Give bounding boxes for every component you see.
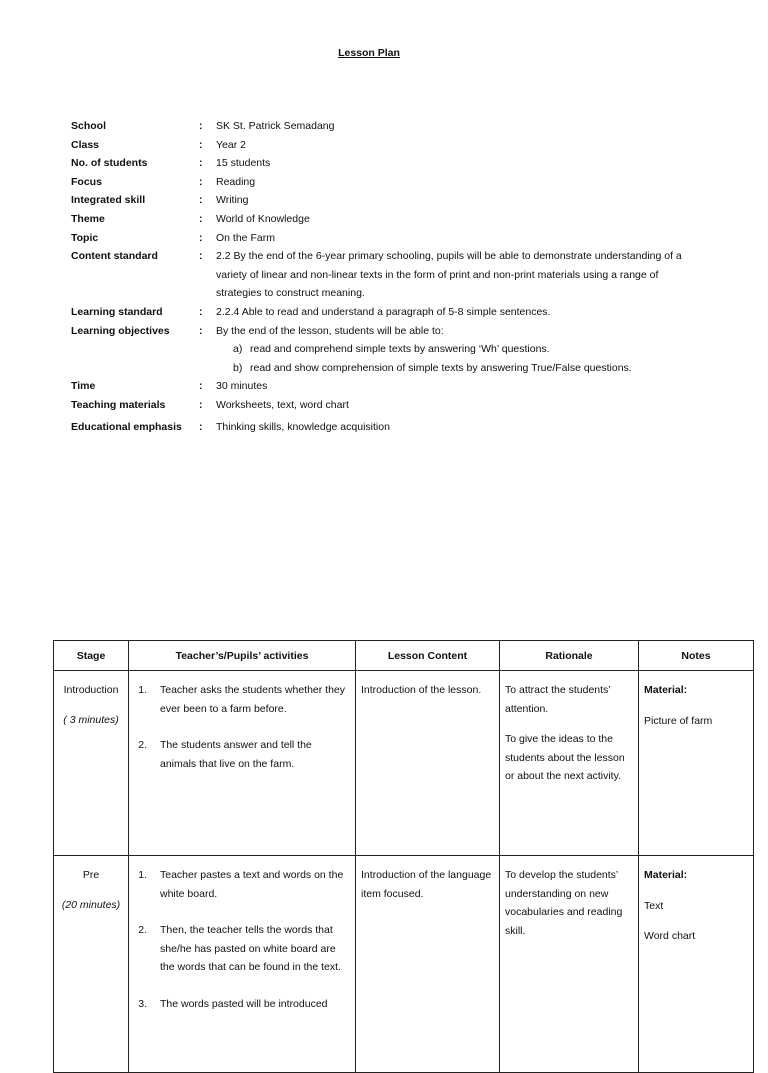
info-value: World of Knowledge <box>216 212 310 225</box>
info-label: Teaching materials <box>71 398 166 411</box>
info-colon: : <box>199 175 203 188</box>
info-colon: : <box>199 194 203 207</box>
info-label: Educational emphasis <box>71 420 182 433</box>
info-row-educational-emphasis <box>71 418 711 437</box>
info-value: On the Farm <box>216 231 275 244</box>
objective-letter: b) <box>233 361 243 374</box>
objective-text: read and show comprehension of simple texts by answering True/False questions. <box>250 361 632 374</box>
info-value: Year 2 <box>216 138 246 151</box>
info-value: Reading <box>216 175 256 188</box>
info-label: Focus <box>71 175 102 188</box>
objective-text: read and comprehend simple texts by answering ‘Wh’ questions. <box>250 343 550 356</box>
info-label: Topic <box>71 231 99 244</box>
activity-text: Teacher pastes a text and words on the white board. <box>160 869 344 900</box>
activity-item <box>134 681 350 718</box>
info-label: No. of students <box>71 157 148 170</box>
stage-duration: ( 3 minutes) <box>63 713 119 726</box>
info-row-content-standard <box>71 247 711 303</box>
info-value: Worksheets, text, word chart <box>216 398 349 411</box>
activity-text: Then, the teacher tells the words that she/he has pasted on white board are the words that can be found in the text. <box>160 924 341 973</box>
header-lesson-content: Lesson Content <box>356 641 500 671</box>
objectives-intro: By the end of the lesson, students will be able to: <box>216 324 444 337</box>
notes-item: Text <box>644 899 664 912</box>
info-colon: : <box>199 138 203 151</box>
header-stage: Stage <box>54 641 129 671</box>
info-row-school <box>71 117 711 136</box>
rationale-text: To develop the students’ understanding on new vocabularies and reading skill. <box>505 869 623 937</box>
activity-list <box>134 681 350 773</box>
info-value: Thinking skills, knowledge acquisition <box>216 420 390 433</box>
activities-cell <box>129 671 356 856</box>
objective-item <box>216 359 696 378</box>
info-row-topic <box>71 229 711 248</box>
activity-item <box>134 995 350 1014</box>
info-value: 15 students <box>216 157 271 170</box>
lesson-plan-table <box>53 640 754 1073</box>
activity-number: 1. <box>138 684 147 696</box>
table-header-row <box>54 641 754 671</box>
info-label: Theme <box>71 212 105 225</box>
info-colon: : <box>199 157 203 170</box>
stage-duration: (20 minutes) <box>61 898 121 911</box>
stage-cell <box>54 671 129 856</box>
objective-item <box>216 340 696 359</box>
notes-cell <box>639 856 754 1073</box>
info-label: School <box>71 120 107 132</box>
lesson-content-text: Introduction of the lesson. <box>361 684 482 696</box>
info-row-class <box>71 136 711 155</box>
objective-letter: a) <box>233 343 243 356</box>
content-cell <box>356 671 500 856</box>
info-value: Writing <box>216 194 249 207</box>
notes-heading: Material: <box>644 684 688 696</box>
rationale-cell <box>500 671 639 856</box>
info-value: SK St. Patrick Semadang <box>216 120 335 132</box>
info-colon: : <box>199 231 203 244</box>
stage-cell <box>54 856 129 1073</box>
info-label: Integrated skill <box>71 194 146 207</box>
info-row-theme <box>71 210 711 229</box>
activity-item <box>134 736 350 773</box>
info-colon: : <box>199 420 203 433</box>
activity-list <box>134 866 350 1013</box>
info-colon: : <box>199 305 203 318</box>
activity-item <box>134 866 350 903</box>
rationale-text: To attract the students’ attention. <box>505 684 611 715</box>
info-colon: : <box>199 120 203 132</box>
lesson-content-text: Introduction of the language item focused. <box>361 869 492 900</box>
info-colon: : <box>199 212 203 225</box>
info-row-focus <box>71 173 711 192</box>
notes-item: Word chart <box>644 930 696 942</box>
info-label: Content standard <box>71 250 158 263</box>
activity-number: 2. <box>138 924 147 936</box>
info-label: Class <box>71 138 100 151</box>
activity-number: 2. <box>138 739 147 751</box>
content-cell <box>356 856 500 1073</box>
info-label: Learning standard <box>71 305 163 318</box>
info-colon: : <box>199 380 203 393</box>
activity-text: Teacher asks the students whether they ever been to a farm before. <box>160 684 346 715</box>
notes-heading: Material: <box>644 869 688 881</box>
page-title: Lesson Plan <box>338 47 400 59</box>
lesson-info <box>71 117 711 436</box>
table-row <box>54 671 754 856</box>
info-row-students <box>71 154 711 173</box>
header-activities: Teacher’s/Pupils’ activities <box>129 641 356 671</box>
info-value: 30 minutes <box>216 380 268 393</box>
rationale-cell <box>500 856 639 1073</box>
info-value <box>216 322 696 378</box>
table-row <box>54 856 754 1073</box>
info-row-learning-objectives <box>71 322 711 378</box>
info-row-integrated-skill <box>71 191 711 210</box>
stage-name: Introduction <box>63 684 119 696</box>
info-row-learning-standard <box>71 303 711 322</box>
info-colon: : <box>199 250 203 263</box>
notes-item: Picture of farm <box>644 714 713 727</box>
activity-number: 3. <box>138 997 147 1010</box>
info-colon: : <box>199 398 203 411</box>
activity-item <box>134 921 350 977</box>
info-row-teaching-materials <box>71 396 711 415</box>
rationale-text: To give the ideas to the students about the lesson or about the next activity. <box>505 733 625 782</box>
info-value: 2.2.4 Able to read and understand a paragraph of 5-8 simple sentences. <box>216 305 551 318</box>
info-label: Learning objectives <box>71 324 170 337</box>
info-value: 2.2 By the end of the 6-year primary schooling, pupils will be able to demonstrate understanding of a variety of linear and non-linear texts in the form of print and non-print materials using a range of strategies to construct meaning. <box>216 250 682 300</box>
info-row-time <box>71 377 711 396</box>
notes-cell <box>639 671 754 856</box>
info-colon: : <box>199 324 203 337</box>
stage-name: Pre <box>82 869 100 881</box>
header-notes: Notes <box>639 641 754 671</box>
activity-number: 1. <box>138 869 147 881</box>
info-label: Time <box>71 380 96 393</box>
activity-text: The words pasted will be introduced <box>160 997 328 1010</box>
activity-text: The students answer and tell the animals that live on the farm. <box>160 739 312 770</box>
header-rationale: Rationale <box>500 641 639 671</box>
activities-cell <box>129 856 356 1073</box>
